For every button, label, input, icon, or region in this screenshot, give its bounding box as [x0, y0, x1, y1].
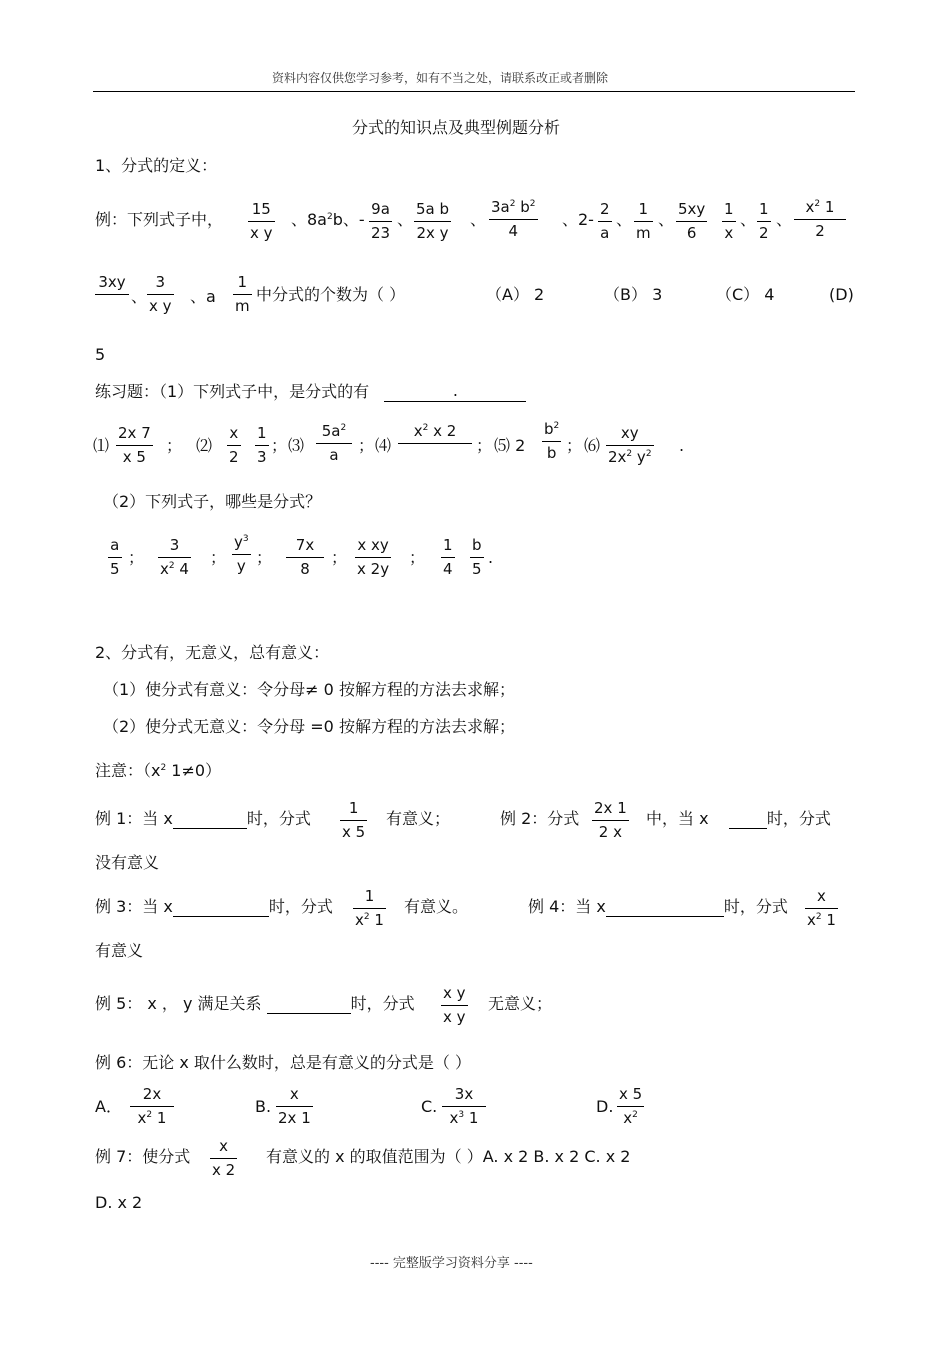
item-label: ⑶	[288, 436, 305, 455]
item-label: ⑹	[584, 436, 601, 455]
fraction: xy $2x^2$ $y^2$	[608, 424, 652, 466]
section-1-heading: 1、分式的定义：	[95, 156, 218, 175]
separator: ；	[476, 436, 493, 455]
fraction: 1 m	[636, 200, 651, 242]
fraction: 1 4	[443, 536, 453, 578]
fraction: 1 m	[235, 273, 250, 315]
expression-text: 、2-	[562, 210, 594, 229]
header-rule	[93, 91, 855, 92]
example-4: 例 4：当 x 时，分式	[528, 897, 788, 916]
fraction: 7x 8	[286, 536, 324, 579]
rule-1: （1）使分式有意义：令分母≠ 0 按解方程的方法去求解；	[103, 680, 515, 699]
fraction: 1 x 5	[342, 799, 366, 841]
practice-2-heading: （2）下列式子，哪些是分式？	[103, 492, 322, 511]
fraction: $x^2$ x 2	[398, 422, 472, 465]
option-b: B.	[255, 1097, 272, 1116]
separator: ；	[210, 548, 227, 567]
fraction: 1 2	[759, 200, 769, 242]
fraction: x 5 $x^2$	[619, 1085, 643, 1127]
fraction: 1 x	[724, 200, 734, 242]
separator: 、	[470, 210, 487, 229]
fraction: x 2x 1	[278, 1085, 311, 1127]
example-3-tail: 有意义。	[404, 897, 469, 916]
option-a: （A） 2	[486, 285, 545, 304]
fraction: a 5	[110, 536, 120, 578]
example-3: 例 3：当 x 时，分式	[95, 897, 333, 916]
answer-blank[interactable]	[173, 916, 269, 917]
example-1: 例 1：当 x 时，分式	[95, 809, 311, 828]
example-7-option-d: D. x 2	[95, 1193, 143, 1212]
example-6: 例 6：无论 x 取什么数时，总是有意义的分式是（ ）	[95, 1053, 471, 1072]
expression-text: 、$8a^2b$、-	[291, 210, 365, 229]
page-header-note: 资料内容仅供您学习参考，如有不当之处，请联系改正或者删除	[272, 71, 609, 85]
answer-blank[interactable]	[173, 828, 247, 829]
option-d: (D)	[829, 285, 854, 304]
option-c: C.	[421, 1097, 438, 1116]
separator: 、	[740, 210, 757, 229]
fraction: b 5	[472, 536, 482, 578]
fraction: 1 $x^2$ 1	[355, 887, 384, 929]
page-footer: ---- 完整版学习资料分享 ----	[370, 1256, 533, 1271]
note: 注意：（$x^2$ 1≠0）	[95, 761, 222, 780]
separator: 、	[131, 287, 148, 306]
separator: ；	[358, 436, 375, 455]
fraction: 15 x y	[250, 200, 273, 242]
fraction: $5a^2$ a	[316, 422, 352, 465]
answer-blank: .	[384, 381, 526, 402]
practice-heading: 练习题：（1）下列式子中，是分式的有 .	[95, 381, 526, 402]
option-d: D.	[596, 1097, 614, 1116]
separator: 、	[397, 210, 414, 229]
separator: ；	[166, 436, 183, 455]
fraction: 3 $x^2$ 4	[160, 536, 189, 578]
fraction: x $x^2$ 1	[807, 887, 836, 929]
fraction: 2x 7 x 5	[118, 424, 151, 466]
example-7: 例 7：使分式	[95, 1147, 191, 1166]
option-a: A．	[95, 1097, 122, 1116]
fraction: 3x $x^3$ 1	[442, 1085, 486, 1128]
fraction: x y x y	[443, 984, 466, 1026]
option-c: （C） 4	[716, 285, 775, 304]
period: .	[679, 436, 685, 455]
example-2: 例 2：分式	[500, 809, 580, 828]
option-b: （B） 3	[604, 285, 663, 304]
example-7-options: 有意义的 x 的取值范围为（ ）A. x 2 B. x 2 C. x 2	[266, 1147, 631, 1166]
separator: ；	[128, 548, 145, 567]
separator: ；	[271, 436, 288, 455]
fraction: 2 a	[600, 200, 610, 242]
answer-blank[interactable]	[267, 1013, 351, 1014]
expression-text: 、a	[190, 287, 216, 306]
separator: 、	[616, 210, 633, 229]
fraction: x 2	[229, 424, 239, 466]
separator: ；	[409, 548, 426, 567]
fraction: 3xy	[95, 273, 129, 316]
page-title: 分式的知识点及典型例题分析	[352, 118, 561, 137]
separator: 、	[776, 210, 793, 229]
item-label: ⑷	[375, 436, 392, 455]
example-2-tail: 没有意义	[95, 853, 160, 872]
section-2-heading: 2、分式有，无意义，总有意义：	[95, 643, 330, 662]
fraction: 2x $x^2$ 1	[130, 1085, 174, 1128]
example-2-mid: 中，当 x 时，分式	[646, 809, 831, 828]
fraction: 2x 1 2 x	[594, 799, 627, 841]
separator: 、	[658, 210, 675, 229]
example-1-tail: 有意义；	[386, 809, 451, 828]
fraction: x x 2	[212, 1137, 236, 1179]
item-label: ⑸ 2	[494, 436, 526, 455]
item-label: ⑵	[196, 436, 213, 455]
question-text: 中分式的个数为（ ）	[256, 285, 406, 304]
fraction: 3 x y	[149, 273, 172, 315]
example-5-tail: 无意义；	[488, 994, 553, 1013]
separator: ；	[256, 548, 273, 567]
answer-blank[interactable]	[606, 916, 724, 917]
rule-2: （2）使分式无意义：令分母 =0 按解方程的方法去求解；	[103, 717, 515, 736]
example-5: 例 5： x ， y 满足关系 时，分式	[95, 994, 415, 1013]
fraction: 5a b 2x y	[416, 200, 450, 242]
fraction: $x^2$ 1 2	[794, 198, 846, 241]
fraction: 1 3	[257, 424, 267, 466]
option-d-value: 5	[95, 345, 106, 364]
fraction: 5xy 6	[678, 200, 706, 242]
example-4-tail: 有意义	[95, 941, 144, 960]
separator: ；	[566, 436, 583, 455]
item-label: ⑴	[93, 436, 110, 455]
separator: ；	[331, 548, 348, 567]
fraction: x xy x 2y	[357, 536, 390, 578]
fraction: $3a^2$ $b^2$ 4	[491, 198, 536, 240]
example-intro: 例：下列式子中，	[95, 210, 224, 229]
fraction: $y^3$ y	[234, 533, 249, 575]
fraction: $b^2$ b	[544, 420, 560, 462]
answer-blank[interactable]	[729, 828, 767, 829]
period: .	[488, 548, 494, 567]
fraction: 9a 23	[371, 200, 391, 242]
